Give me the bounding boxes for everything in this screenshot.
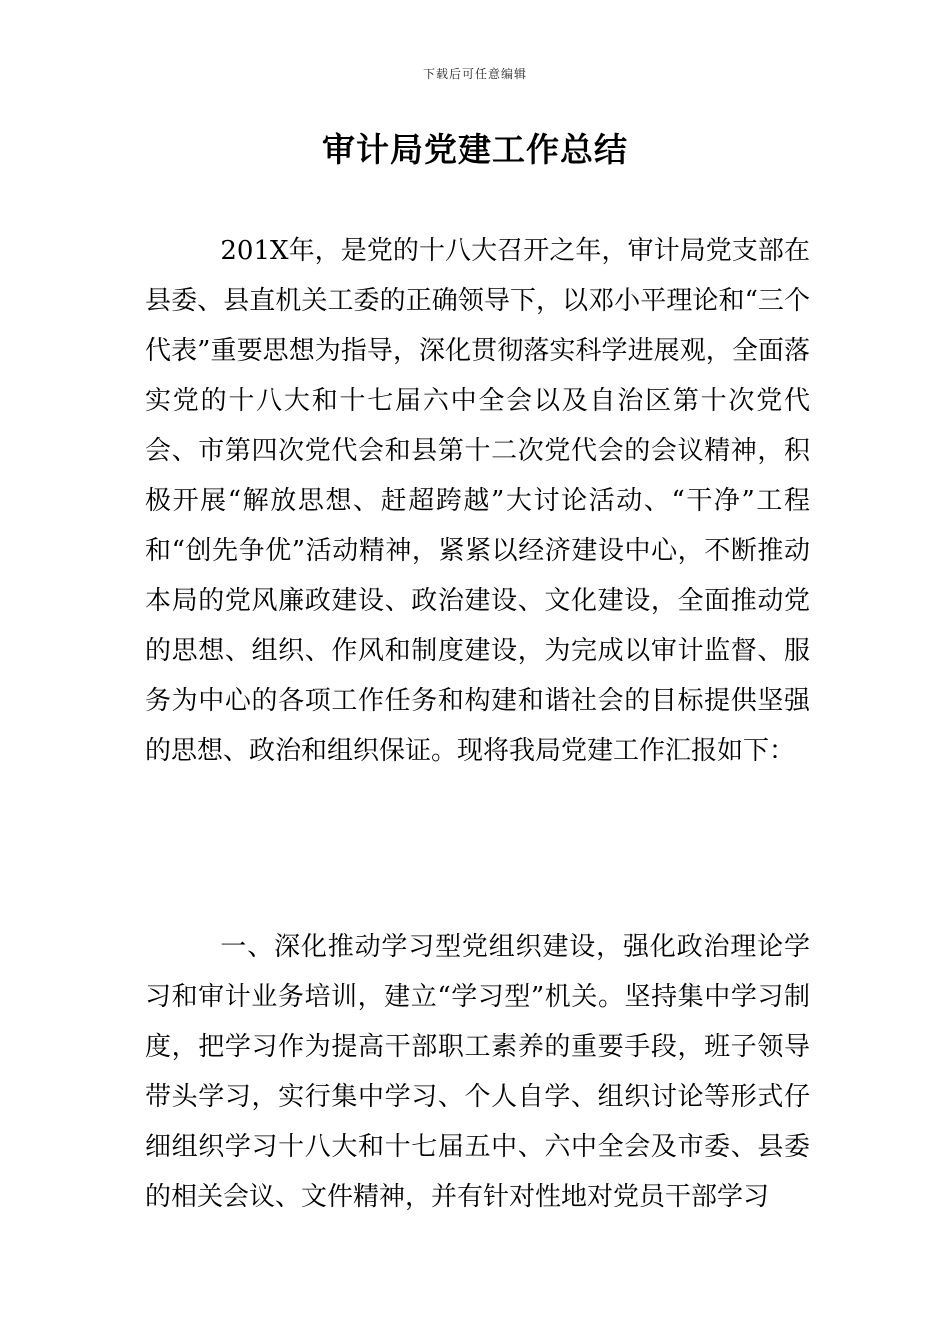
paragraph-section-one: 一、深化推动学习型党组织建设，强化政治理论学习和审计业务培训，建立“学习型”机关。坚持集中学习制度，把学习作为提高干部职工素养的重要手段，班子领导带头学习，实行集中学习、个人自学、组织讨论等形式仔细组织学习十八大和十七届五中、六中全会及市委、县委的相关会议、文件精神，并有针对性地对党员干部学习 <box>145 932 810 1212</box>
paragraph-intro: 201X年，是党的十八大召开之年，审计局党支部在县委、县直机关工委的正确领导下，以邓小平理论和“三个代表”重要思想为指导，深化贯彻落实科学进展观，全面落实党的十八大和十七届六中全会以及自治区第十次党代会、市第四次党代会和县第十二次党代会的会议精神，积极开展“解放思想、赶超跨越”大讨论活动、“干净”工程和“创先争优”活动精神，紧紧以经济建设中心，不断推动本局的党风廉政建设、政治建设、文化建设，全面推动党的思想、组织、作风和制度建设，为完成以审计监督、服务为中心的各项工作任务和构建和谐社会的目标提供坚强的思想、政治和组织保证。现将我局党建工作汇报如下： <box>145 236 810 766</box>
document-title: 审计局党建工作总结 <box>322 130 628 169</box>
header-note: 下载后可任意编辑 <box>422 67 527 81</box>
